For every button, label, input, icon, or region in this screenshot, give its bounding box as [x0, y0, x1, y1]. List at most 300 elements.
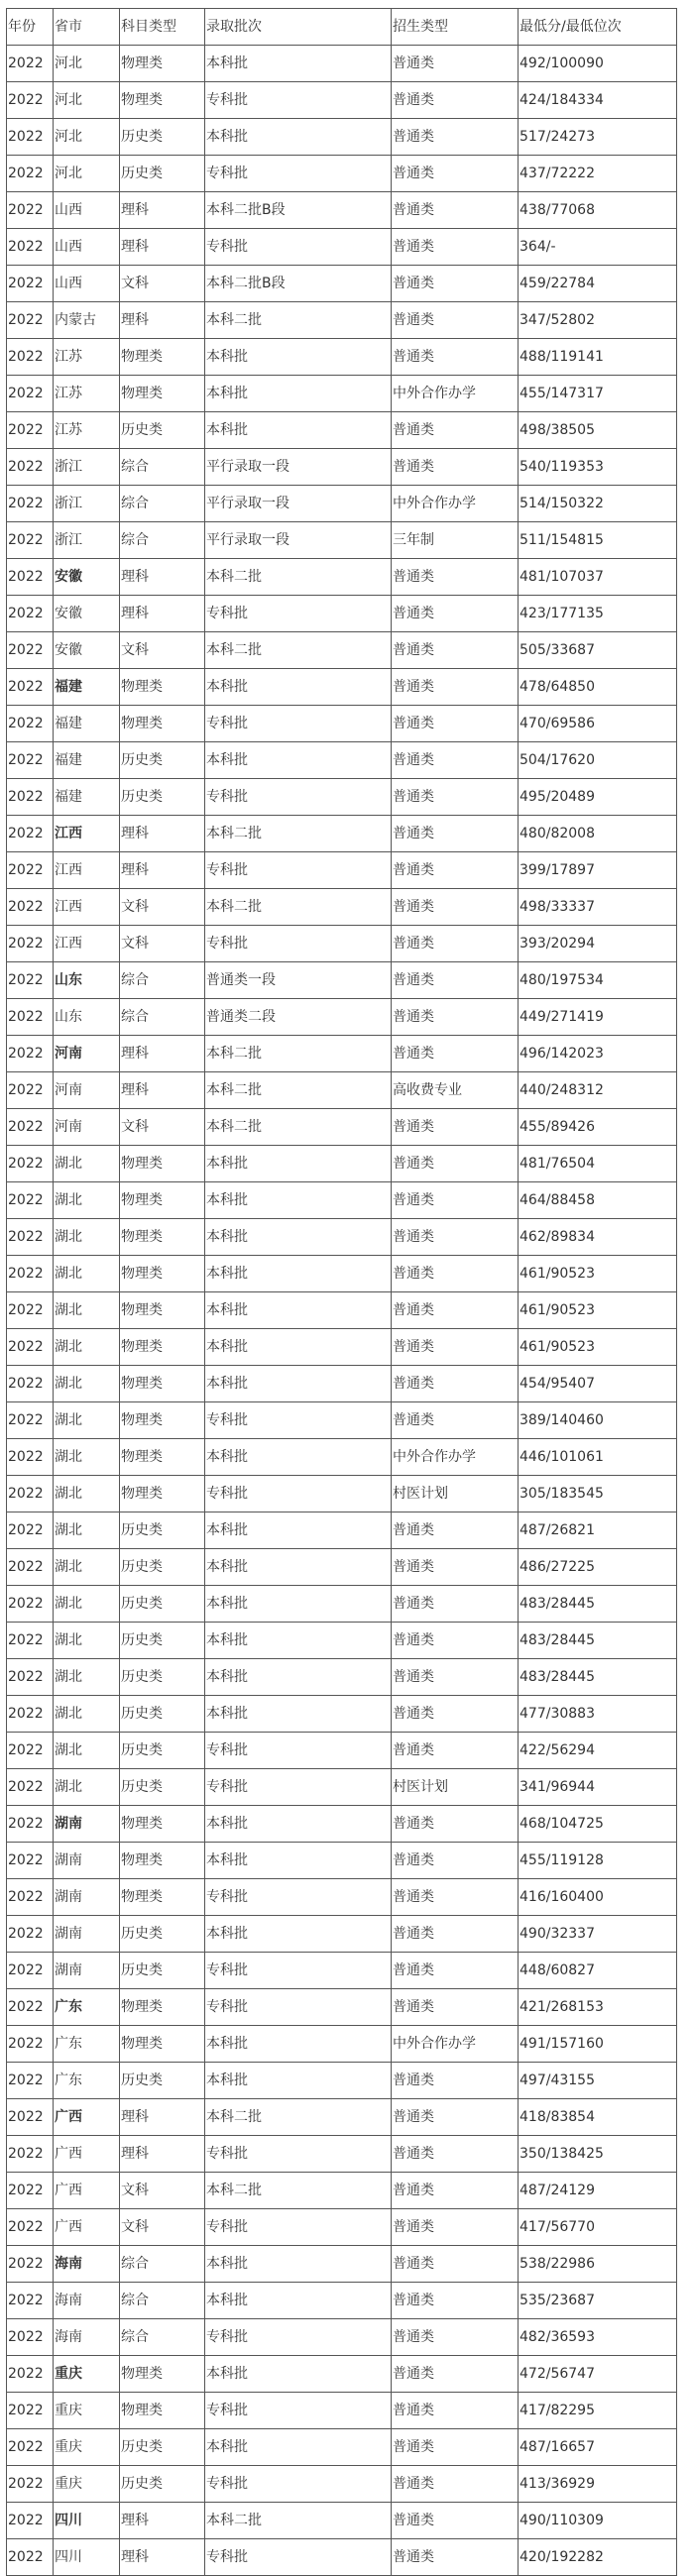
year-cell: 2022 [7, 1219, 54, 1256]
province-cell: 安徽 [54, 632, 120, 669]
subject-type-cell: 历史类 [120, 1659, 205, 1696]
subject-type-cell: 历史类 [120, 1733, 205, 1769]
province-cell: 江西 [54, 852, 120, 889]
province-cell: 湖北 [54, 1402, 120, 1439]
year-cell: 2022 [7, 706, 54, 742]
table-row [7, 742, 677, 779]
batch-cell: 本科二批 [205, 2173, 392, 2209]
table-row [7, 1806, 677, 1843]
enrollment-type-cell: 普通类 [392, 1219, 519, 1256]
year-cell: 2022 [7, 1806, 54, 1843]
year-cell: 2022 [7, 1733, 54, 1769]
table-row [7, 2356, 677, 2393]
batch-cell: 本科批 [205, 412, 392, 449]
year-cell: 2022 [7, 669, 54, 706]
min-score-rank-cell: 341/96944 [519, 1769, 677, 1806]
enrollment-type-cell: 普通类 [392, 2063, 519, 2099]
min-score-rank-cell: 350/138425 [519, 2136, 677, 2173]
table-row [7, 999, 677, 1036]
subject-type-cell: 物理类 [120, 1806, 205, 1843]
min-score-rank-cell: 389/140460 [519, 1402, 677, 1439]
province-cell: 湖南 [54, 1843, 120, 1879]
province-cell: 湖北 [54, 1476, 120, 1512]
year-cell: 2022 [7, 559, 54, 596]
min-score-rank-cell: 422/56294 [519, 1733, 677, 1769]
province-cell: 湖北 [54, 1586, 120, 1623]
year-cell: 2022 [7, 926, 54, 962]
table-row [7, 1146, 677, 1182]
table-row [7, 192, 677, 229]
year-cell: 2022 [7, 2466, 54, 2503]
batch-cell: 专科批 [205, 852, 392, 889]
table-row [7, 962, 677, 999]
batch-cell: 平行录取一段 [205, 449, 392, 486]
year-cell: 2022 [7, 632, 54, 669]
table-row [7, 1402, 677, 1439]
table-row [7, 2466, 677, 2503]
batch-cell: 平行录取一段 [205, 522, 392, 559]
min-score-rank-cell: 449/271419 [519, 999, 677, 1036]
batch-cell: 本科批 [205, 1292, 392, 1329]
subject-type-cell: 历史类 [120, 1953, 205, 1989]
table-row [7, 412, 677, 449]
subject-type-cell: 综合 [120, 2246, 205, 2283]
table-row [7, 2246, 677, 2283]
subject-type-cell: 历史类 [120, 1512, 205, 1549]
province-cell: 河南 [54, 1072, 120, 1109]
subject-type-cell: 文科 [120, 266, 205, 302]
table-row [7, 339, 677, 376]
table-row [7, 1512, 677, 1549]
table-row [7, 1623, 677, 1659]
enrollment-type-cell: 普通类 [392, 1879, 519, 1916]
table-row [7, 779, 677, 816]
table-row [7, 1109, 677, 1146]
table-row [7, 376, 677, 412]
province-cell: 湖北 [54, 1329, 120, 1366]
batch-cell: 平行录取一段 [205, 486, 392, 522]
year-cell: 2022 [7, 1366, 54, 1402]
year-cell: 2022 [7, 412, 54, 449]
province-cell: 湖北 [54, 1659, 120, 1696]
subject-type-cell: 物理类 [120, 376, 205, 412]
year-cell: 2022 [7, 1109, 54, 1146]
subject-type-cell: 历史类 [120, 779, 205, 816]
batch-cell: 本科二批 [205, 302, 392, 339]
year-cell: 2022 [7, 1623, 54, 1659]
table-row [7, 449, 677, 486]
min-score-rank-cell: 347/52802 [519, 302, 677, 339]
province-cell: 河北 [54, 82, 120, 119]
table-body [7, 9, 677, 2576]
year-cell: 2022 [7, 2283, 54, 2319]
year-cell: 2022 [7, 1696, 54, 1733]
min-score-rank-cell: 504/17620 [519, 742, 677, 779]
table-row [7, 302, 677, 339]
province-cell: 安徽 [54, 596, 120, 632]
table-row [7, 1989, 677, 2026]
enrollment-type-cell: 普通类 [392, 2136, 519, 2173]
batch-cell: 专科批 [205, 2319, 392, 2356]
batch-cell: 本科二批 [205, 2503, 392, 2539]
enrollment-type-cell: 普通类 [392, 2099, 519, 2136]
subject-type-cell: 物理类 [120, 1402, 205, 1439]
year-cell: 2022 [7, 816, 54, 852]
province-cell: 山西 [54, 266, 120, 302]
header-cell-year: 年份 [7, 9, 54, 46]
year-cell: 2022 [7, 1476, 54, 1512]
subject-type-cell: 历史类 [120, 156, 205, 192]
min-score-rank-cell: 483/28445 [519, 1623, 677, 1659]
province-cell: 湖北 [54, 1256, 120, 1292]
enrollment-type-cell: 普通类 [392, 229, 519, 266]
enrollment-type-cell: 普通类 [392, 1549, 519, 1586]
admission-score-table [6, 8, 677, 2576]
year-cell: 2022 [7, 2393, 54, 2429]
min-score-rank-cell: 462/89834 [519, 1219, 677, 1256]
enrollment-type-cell: 普通类 [392, 1733, 519, 1769]
table-row [7, 1879, 677, 1916]
year-cell: 2022 [7, 229, 54, 266]
enrollment-type-cell: 普通类 [392, 962, 519, 999]
enrollment-type-cell: 普通类 [392, 2209, 519, 2246]
enrollment-type-cell: 普通类 [392, 1916, 519, 1953]
table-row [7, 596, 677, 632]
min-score-rank-cell: 461/90523 [519, 1292, 677, 1329]
year-cell: 2022 [7, 82, 54, 119]
batch-cell: 本科二批 [205, 2099, 392, 2136]
min-score-rank-cell: 487/26821 [519, 1512, 677, 1549]
year-cell: 2022 [7, 1256, 54, 1292]
enrollment-type-cell: 普通类 [392, 999, 519, 1036]
enrollment-type-cell: 普通类 [392, 926, 519, 962]
table-row [7, 1953, 677, 1989]
subject-type-cell: 理科 [120, 2099, 205, 2136]
enrollment-type-cell: 中外合作办学 [392, 376, 519, 412]
subject-type-cell: 理科 [120, 596, 205, 632]
subject-type-cell: 文科 [120, 926, 205, 962]
min-score-rank-cell: 393/20294 [519, 926, 677, 962]
year-cell: 2022 [7, 2063, 54, 2099]
batch-cell: 专科批 [205, 1769, 392, 1806]
enrollment-type-cell: 普通类 [392, 1036, 519, 1072]
batch-cell: 本科二批 [205, 1036, 392, 1072]
enrollment-type-cell: 普通类 [392, 1696, 519, 1733]
min-score-rank-cell: 498/38505 [519, 412, 677, 449]
batch-cell: 专科批 [205, 1733, 392, 1769]
subject-type-cell: 物理类 [120, 1292, 205, 1329]
table-row [7, 559, 677, 596]
min-score-rank-cell: 440/248312 [519, 1072, 677, 1109]
province-cell: 广西 [54, 2099, 120, 2136]
province-cell: 湖北 [54, 1366, 120, 1402]
province-cell: 山西 [54, 229, 120, 266]
subject-type-cell: 综合 [120, 962, 205, 999]
subject-type-cell: 物理类 [120, 1329, 205, 1366]
province-cell: 广东 [54, 1989, 120, 2026]
enrollment-type-cell: 普通类 [392, 1623, 519, 1659]
subject-type-cell: 物理类 [120, 1843, 205, 1879]
subject-type-cell: 综合 [120, 486, 205, 522]
table-row [7, 1036, 677, 1072]
subject-type-cell: 理科 [120, 852, 205, 889]
batch-cell: 本科批 [205, 2246, 392, 2283]
min-score-rank-cell: 364/- [519, 229, 677, 266]
table-row [7, 2209, 677, 2246]
enrollment-type-cell: 普通类 [392, 1512, 519, 1549]
batch-cell: 专科批 [205, 706, 392, 742]
table-row [7, 119, 677, 156]
min-score-rank-cell: 540/119353 [519, 449, 677, 486]
enrollment-type-cell: 普通类 [392, 669, 519, 706]
enrollment-type-cell: 普通类 [392, 2466, 519, 2503]
table-row [7, 1072, 677, 1109]
table-row [7, 229, 677, 266]
table-row [7, 46, 677, 82]
province-cell: 湖北 [54, 1769, 120, 1806]
enrollment-type-cell: 普通类 [392, 2246, 519, 2283]
enrollment-type-cell: 普通类 [392, 1989, 519, 2026]
year-cell: 2022 [7, 376, 54, 412]
table-row [7, 1586, 677, 1623]
enrollment-type-cell: 村医计划 [392, 1769, 519, 1806]
province-cell: 广东 [54, 2026, 120, 2063]
subject-type-cell: 物理类 [120, 1476, 205, 1512]
batch-cell: 本科批 [205, 1182, 392, 1219]
subject-type-cell: 历史类 [120, 1549, 205, 1586]
subject-type-cell: 理科 [120, 2136, 205, 2173]
batch-cell: 本科批 [205, 2356, 392, 2393]
year-cell: 2022 [7, 1402, 54, 1439]
enrollment-type-cell: 普通类 [392, 779, 519, 816]
province-cell: 广西 [54, 2209, 120, 2246]
table-row [7, 926, 677, 962]
subject-type-cell: 物理类 [120, 1366, 205, 1402]
year-cell: 2022 [7, 1072, 54, 1109]
year-cell: 2022 [7, 266, 54, 302]
subject-type-cell: 物理类 [120, 1439, 205, 1476]
enrollment-type-cell: 普通类 [392, 449, 519, 486]
batch-cell: 专科批 [205, 156, 392, 192]
province-cell: 河北 [54, 156, 120, 192]
batch-cell: 专科批 [205, 2209, 392, 2246]
enrollment-type-cell: 普通类 [392, 156, 519, 192]
year-cell: 2022 [7, 339, 54, 376]
table-row [7, 1549, 677, 1586]
enrollment-type-cell: 普通类 [392, 1366, 519, 1402]
year-cell: 2022 [7, 1512, 54, 1549]
enrollment-type-cell: 中外合作办学 [392, 1439, 519, 1476]
province-cell: 四川 [54, 2503, 120, 2539]
batch-cell: 专科批 [205, 229, 392, 266]
batch-cell: 本科批 [205, 2429, 392, 2466]
min-score-rank-cell: 483/28445 [519, 1659, 677, 1696]
batch-cell: 本科二批 [205, 889, 392, 926]
year-cell: 2022 [7, 2209, 54, 2246]
min-score-rank-cell: 497/43155 [519, 2063, 677, 2099]
batch-cell: 本科批 [205, 1549, 392, 1586]
min-score-rank-cell: 399/17897 [519, 852, 677, 889]
province-cell: 浙江 [54, 522, 120, 559]
province-cell: 江苏 [54, 376, 120, 412]
enrollment-type-cell: 普通类 [392, 852, 519, 889]
subject-type-cell: 历史类 [120, 2063, 205, 2099]
province-cell: 河南 [54, 1036, 120, 1072]
province-cell: 浙江 [54, 449, 120, 486]
table-row [7, 156, 677, 192]
table-row [7, 1476, 677, 1512]
batch-cell: 本科二批 [205, 816, 392, 852]
year-cell: 2022 [7, 2503, 54, 2539]
year-cell: 2022 [7, 2136, 54, 2173]
table-row [7, 2099, 677, 2136]
min-score-rank-cell: 455/89426 [519, 1109, 677, 1146]
enrollment-type-cell: 普通类 [392, 82, 519, 119]
province-cell: 湖南 [54, 1806, 120, 1843]
year-cell: 2022 [7, 2246, 54, 2283]
subject-type-cell: 物理类 [120, 2026, 205, 2063]
header-cell-batch: 录取批次 [205, 9, 392, 46]
min-score-rank-cell: 492/100090 [519, 46, 677, 82]
subject-type-cell: 历史类 [120, 412, 205, 449]
subject-type-cell: 历史类 [120, 742, 205, 779]
min-score-rank-cell: 505/33687 [519, 632, 677, 669]
min-score-rank-cell: 417/82295 [519, 2393, 677, 2429]
province-cell: 湖北 [54, 1439, 120, 1476]
min-score-rank-cell: 413/36929 [519, 2466, 677, 2503]
batch-cell: 专科批 [205, 1989, 392, 2026]
year-cell: 2022 [7, 1329, 54, 1366]
enrollment-type-cell: 普通类 [392, 2173, 519, 2209]
batch-cell: 本科二批 [205, 1109, 392, 1146]
table-row [7, 1769, 677, 1806]
min-score-rank-cell: 490/32337 [519, 1916, 677, 1953]
year-cell: 2022 [7, 742, 54, 779]
subject-type-cell: 物理类 [120, 706, 205, 742]
enrollment-type-cell: 普通类 [392, 1953, 519, 1989]
province-cell: 福建 [54, 742, 120, 779]
batch-cell: 专科批 [205, 1953, 392, 1989]
min-score-rank-cell: 455/119128 [519, 1843, 677, 1879]
min-score-rank-cell: 482/36593 [519, 2319, 677, 2356]
min-score-rank-cell: 448/60827 [519, 1953, 677, 1989]
subject-type-cell: 理科 [120, 302, 205, 339]
batch-cell: 本科批 [205, 1916, 392, 1953]
batch-cell: 本科批 [205, 1366, 392, 1402]
year-cell: 2022 [7, 1292, 54, 1329]
subject-type-cell: 理科 [120, 2503, 205, 2539]
province-cell: 广东 [54, 2063, 120, 2099]
subject-type-cell: 物理类 [120, 82, 205, 119]
enrollment-type-cell: 普通类 [392, 889, 519, 926]
header-cell-province: 省市 [54, 9, 120, 46]
subject-type-cell: 历史类 [120, 2429, 205, 2466]
province-cell: 海南 [54, 2283, 120, 2319]
batch-cell: 本科批 [205, 1439, 392, 1476]
province-cell: 河南 [54, 1109, 120, 1146]
province-cell: 湖北 [54, 1219, 120, 1256]
enrollment-type-cell: 普通类 [392, 742, 519, 779]
province-cell: 广西 [54, 2136, 120, 2173]
province-cell: 福建 [54, 669, 120, 706]
min-score-rank-cell: 487/16657 [519, 2429, 677, 2466]
province-cell: 海南 [54, 2319, 120, 2356]
enrollment-type-cell: 普通类 [392, 1256, 519, 1292]
year-cell: 2022 [7, 962, 54, 999]
year-cell: 2022 [7, 999, 54, 1036]
year-cell: 2022 [7, 302, 54, 339]
province-cell: 湖北 [54, 1512, 120, 1549]
batch-cell: 普通类二段 [205, 999, 392, 1036]
min-score-rank-cell: 464/88458 [519, 1182, 677, 1219]
year-cell: 2022 [7, 1953, 54, 1989]
year-cell: 2022 [7, 2099, 54, 2136]
province-cell: 湖南 [54, 1916, 120, 1953]
batch-cell: 本科批 [205, 339, 392, 376]
batch-cell: 本科批 [205, 1256, 392, 1292]
subject-type-cell: 历史类 [120, 1769, 205, 1806]
subject-type-cell: 物理类 [120, 1146, 205, 1182]
enrollment-type-cell: 普通类 [392, 2503, 519, 2539]
min-score-rank-cell: 459/22784 [519, 266, 677, 302]
table-row [7, 889, 677, 926]
province-cell: 浙江 [54, 486, 120, 522]
table-row [7, 1182, 677, 1219]
enrollment-type-cell: 普通类 [392, 2319, 519, 2356]
province-cell: 内蒙古 [54, 302, 120, 339]
enrollment-type-cell: 普通类 [392, 2429, 519, 2466]
province-cell: 福建 [54, 706, 120, 742]
province-cell: 湖北 [54, 1146, 120, 1182]
enrollment-type-cell: 普通类 [392, 192, 519, 229]
province-cell: 山西 [54, 192, 120, 229]
min-score-rank-cell: 517/24273 [519, 119, 677, 156]
min-score-rank-cell: 423/177135 [519, 596, 677, 632]
year-cell: 2022 [7, 1769, 54, 1806]
year-cell: 2022 [7, 119, 54, 156]
min-score-rank-cell: 511/154815 [519, 522, 677, 559]
year-cell: 2022 [7, 1182, 54, 1219]
province-cell: 江西 [54, 816, 120, 852]
subject-type-cell: 理科 [120, 192, 205, 229]
batch-cell: 本科批 [205, 1586, 392, 1623]
batch-cell: 本科批 [205, 1843, 392, 1879]
min-score-rank-cell: 420/192282 [519, 2539, 677, 2576]
enrollment-type-cell: 普通类 [392, 46, 519, 82]
table-row [7, 522, 677, 559]
table-row [7, 1329, 677, 1366]
subject-type-cell: 物理类 [120, 1989, 205, 2026]
batch-cell: 专科批 [205, 2539, 392, 2576]
enrollment-type-cell: 普通类 [392, 119, 519, 156]
province-cell: 江苏 [54, 339, 120, 376]
subject-type-cell: 理科 [120, 1036, 205, 1072]
enrollment-type-cell: 普通类 [392, 412, 519, 449]
batch-cell: 本科批 [205, 1659, 392, 1696]
batch-cell: 本科批 [205, 46, 392, 82]
batch-cell: 专科批 [205, 2136, 392, 2173]
province-cell: 重庆 [54, 2466, 120, 2503]
table-row [7, 1256, 677, 1292]
batch-cell: 本科批 [205, 1806, 392, 1843]
subject-type-cell: 物理类 [120, 1182, 205, 1219]
min-score-rank-cell: 491/157160 [519, 2026, 677, 2063]
province-cell: 海南 [54, 2246, 120, 2283]
subject-type-cell: 历史类 [120, 1696, 205, 1733]
year-cell: 2022 [7, 2429, 54, 2466]
table-row [7, 669, 677, 706]
table-row [7, 706, 677, 742]
